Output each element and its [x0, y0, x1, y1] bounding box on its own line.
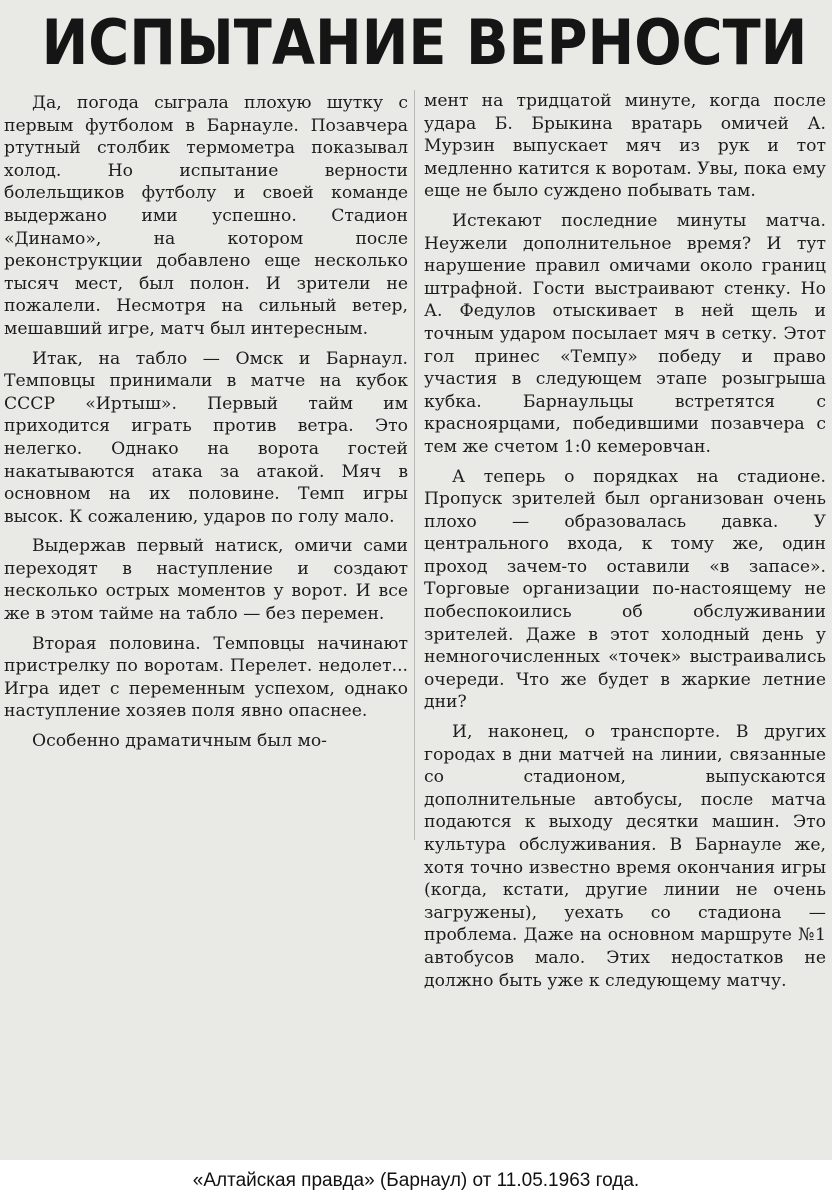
paragraph: А теперь о порядках на стадионе. Пропуск зрителей был организован очень плохо — образовалась давка. У центрального входа, к тому же, один проход зачем-то оставили «в запасе». Торговые организации по-настоящему не побеспокоились об обслуживании зрителей. Даже в этот холодный день у немногочисленных «точек» выстраивались очереди. Что же будет в жаркие летние дни?	[424, 466, 826, 713]
left-column	[4, 92, 408, 760]
right-column	[424, 90, 826, 999]
paragraph: Особенно драматичным был мо-	[32, 731, 327, 752]
paragraph: Да, погода сыграла плохую шутку с первым футболом в Барнауле. Позавчера ртутный столбик термометра показывал холод. Но испытание верности болельщиков футболу и своей команде выдержано ими успешно. Стадион «Динамо», на котором после реконструкции добавлено еще несколько тысяч мест, был полон. И зрители не пожалели. Несмотря на сильный ветер, мешавший игре, матч был интересным.	[4, 93, 408, 339]
column-divider	[414, 90, 415, 840]
paragraph-continuation: мент на тридцатой минуте, когда после удара Б. Брыкина вратарь омичей А. Мурзин выпускает мяч из рук и тот медленно катится к воротам. Увы, пока ему еще не было суждено побывать там.	[424, 91, 826, 202]
article-headline: ИСПЫТАНИЕ ВЕРНОСТИ	[41, 6, 808, 79]
source-caption: «Алтайская правда» (Барнаул) от 11.05.1963 года.	[192, 1170, 640, 1191]
paragraph: Вторая половина. Темповцы начинают пристрелку по воротам. Перелет. недолет... Игра идет с переменным успехом, однако наступление хозяев поля явно опаснее.	[4, 633, 408, 722]
paragraph: И, наконец, о транспорте. В других городах в дни матчей на линии, связанные со стадионом, выпускаются дополнительные автобусы, после матча подаются к выходу десятки машин. Это культура обслуживания. В Барнауле же, хотя точно известно время окончания игры (когда, кстати, другие линии не очень загружены), уехать со стадиона — проблема. Даже на основном маршруте №1 автобусов мало. Этих недостатков не должно быть уже к следующему матчу.	[424, 722, 826, 991]
paragraph: Выдержав первый натиск, омичи сами переходят в наступление и создают несколько острых моментов у ворот. И все же в этом тайме на табло — без перемен.	[4, 536, 408, 625]
paragraph: Итак, на табло — Омск и Барнаул. Темповцы принимали в матче на кубок СССР «Иртыш». Первый тайм им приходится играть против ветра. Это нелегко. Однако на ворота гостей накатываются атака за атакой. Мяч в основном на их половине. Темп игры высок. К сожалению, ударов по голу мало.	[4, 348, 408, 527]
paragraph: Истекают последние минуты матча. Неужели дополнительное время? И тут нарушение правил омичами около границ штрафной. Гости выстраивают стенку. Но А. Федулов отыскивает в ней щель и точным ударом посылает мяч в сетку. Этот гол принес «Темпу» победу и право участия в следующем этапе розыгрыша кубка. Барнаульцы встретятся с красноярцами, победившими позавчера с тем же счетом 1:0 кемеровчан.	[424, 210, 826, 457]
